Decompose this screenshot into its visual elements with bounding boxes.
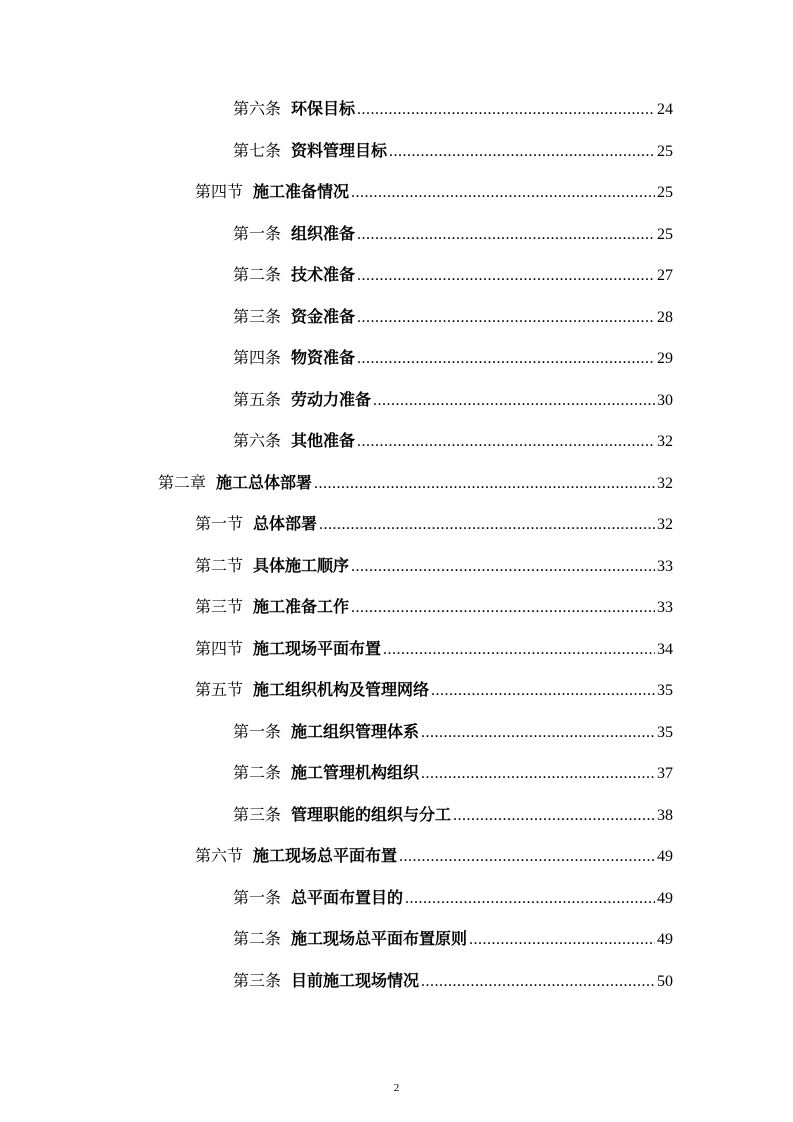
toc-entry-number: 第三条 [233, 973, 282, 990]
toc-entry-page: 50 [657, 973, 673, 990]
toc-leader-dots [399, 846, 655, 868]
toc-leader-dots [314, 473, 655, 495]
toc-entry[interactable] [233, 762, 673, 784]
toc-entry-page: 25 [657, 184, 673, 201]
toc-leader-dots [383, 639, 655, 661]
toc-leader-dots [421, 763, 655, 785]
toc-entry-number: 第一条 [233, 890, 282, 907]
toc-leader-dots [469, 929, 655, 951]
toc-entry-page: 25 [657, 226, 673, 243]
toc-entry-title: 目前施工现场情况 [291, 971, 420, 990]
toc-entry-number: 第一条 [233, 226, 282, 243]
toc-entry-title: 其他准备 [291, 431, 356, 450]
toc-entry[interactable] [195, 181, 673, 203]
toc-entry[interactable] [195, 513, 673, 535]
toc-entry-title: 施工准备情况 [253, 182, 350, 201]
toc-entry-number: 第六条 [233, 101, 282, 118]
toc-entry-title: 管理职能的组织与分工 [291, 805, 452, 824]
toc-leader-dots [453, 805, 655, 827]
toc-entry-page: 37 [657, 765, 673, 782]
toc-entry-page: 25 [657, 143, 673, 160]
toc-entry-number: 第二条 [233, 931, 282, 948]
toc-entry-number: 第四节 [195, 641, 244, 658]
toc-entry-page: 34 [657, 641, 673, 658]
toc-entry-title: 组织准备 [291, 224, 356, 243]
toc-entry[interactable] [233, 970, 673, 992]
toc-leader-dots [357, 431, 655, 453]
toc-entry-title: 施工组织管理体系 [291, 722, 420, 741]
toc-entry[interactable] [233, 98, 673, 120]
toc-entry-number: 第五节 [195, 682, 244, 699]
toc-entry[interactable] [233, 140, 673, 162]
toc-entry-page: 49 [657, 848, 673, 865]
toc-entry-title: 施工准备工作 [253, 597, 350, 616]
toc-entry-title: 物资准备 [291, 348, 356, 367]
toc-entry-page: 24 [657, 101, 673, 118]
toc-entry-title: 施工组织机构及管理网络 [253, 680, 430, 699]
toc-entry-number: 第一节 [195, 516, 244, 533]
toc-entry-title: 施工现场总平面布置 [253, 846, 398, 865]
toc-entry[interactable] [233, 264, 673, 286]
toc-entry-title: 施工管理机构组织 [291, 763, 420, 782]
toc-leader-dots [405, 888, 655, 910]
toc-leader-dots [421, 971, 655, 993]
toc-entry-title: 资料管理目标 [291, 141, 388, 160]
toc-entry[interactable] [233, 430, 673, 452]
toc-entry[interactable] [233, 928, 673, 950]
toc-entry-title: 施工现场平面布置 [253, 639, 382, 658]
toc-entry-title: 具体施工顺序 [253, 556, 350, 575]
toc-entry-number: 第一条 [233, 724, 282, 741]
toc-entry-page: 30 [657, 392, 673, 409]
toc-entry[interactable] [233, 223, 673, 245]
toc-leader-dots [351, 182, 655, 204]
toc-entry[interactable] [233, 389, 673, 411]
toc-entry-page: 35 [657, 724, 673, 741]
toc-entry-number: 第四条 [233, 350, 282, 367]
toc-entry-page: 49 [657, 890, 673, 907]
toc-leader-dots [319, 514, 655, 536]
toc-entry-number: 第三条 [233, 309, 282, 326]
toc-entry[interactable] [233, 347, 673, 369]
toc-leader-dots [431, 680, 655, 702]
toc-entry-page: 33 [657, 599, 673, 616]
toc-leader-dots [357, 307, 655, 329]
toc-entry-title: 资金准备 [291, 307, 356, 326]
toc-entry-title: 施工现场总平面布置原则 [291, 929, 468, 948]
toc-entry-page: 33 [657, 558, 673, 575]
toc-entry-title: 总体部署 [253, 514, 318, 533]
toc-entry-number: 第二章 [158, 475, 207, 492]
toc-entry-number: 第二条 [233, 765, 282, 782]
toc-entry-page: 32 [657, 516, 673, 533]
toc-entry-page: 32 [657, 433, 673, 450]
toc-entry-page: 38 [657, 807, 673, 824]
toc-entry-number: 第二条 [233, 267, 282, 284]
toc-entry[interactable] [158, 472, 673, 494]
toc-entry-page: 29 [657, 350, 673, 367]
toc-entry-page: 32 [657, 475, 673, 492]
toc-entry-number: 第四节 [195, 184, 244, 201]
toc-entry-title: 劳动力准备 [291, 390, 372, 409]
toc-entry[interactable] [233, 721, 673, 743]
toc-entry-page: 28 [657, 309, 673, 326]
toc-entry-number: 第六条 [233, 433, 282, 450]
toc-entry-number: 第七条 [233, 143, 282, 160]
toc-entry-number: 第六节 [195, 848, 244, 865]
toc-entry-number: 第五条 [233, 392, 282, 409]
page-number: 2 [393, 1082, 400, 1094]
toc-leader-dots [357, 348, 655, 370]
toc-leader-dots [421, 722, 655, 744]
toc-entry-page: 27 [657, 267, 673, 284]
toc-leader-dots [389, 141, 655, 163]
toc-leader-dots [357, 224, 655, 246]
toc-entry[interactable] [195, 845, 673, 867]
toc-entry-page: 35 [657, 682, 673, 699]
toc-leader-dots [357, 99, 655, 121]
toc-entry[interactable] [195, 596, 673, 618]
toc-leader-dots [373, 390, 655, 412]
toc-leader-dots [351, 597, 655, 619]
toc-entry-number: 第三条 [233, 807, 282, 824]
toc-entry-number: 第三节 [195, 599, 244, 616]
toc-leader-dots [351, 556, 655, 578]
toc-entry[interactable] [233, 804, 673, 826]
toc-leader-dots [357, 265, 655, 287]
toc-entry-number: 第二节 [195, 558, 244, 575]
toc-entry-title: 总平面布置目的 [291, 888, 404, 907]
toc-entry[interactable] [195, 555, 673, 577]
toc-entry-page: 49 [657, 931, 673, 948]
toc-entry-title: 施工总体部署 [216, 473, 313, 492]
toc-entry[interactable] [195, 679, 673, 701]
toc-entry[interactable] [233, 887, 673, 909]
toc-entry-title: 环保目标 [291, 99, 356, 118]
toc-entry[interactable] [233, 306, 673, 328]
toc-entry-title: 技术准备 [291, 265, 356, 284]
toc-entry[interactable] [195, 638, 673, 660]
